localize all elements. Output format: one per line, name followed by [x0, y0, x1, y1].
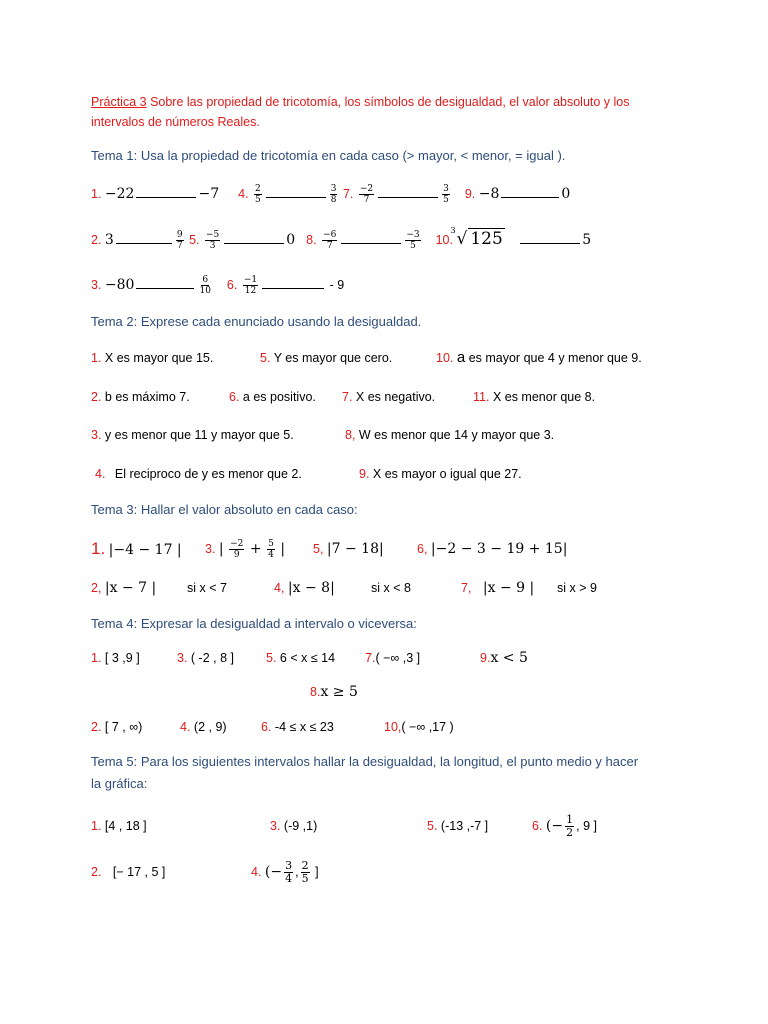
tema2-item8 — [345, 427, 554, 443]
fraction: $\frac{2}{5}$ — [255, 184, 261, 205]
item-number: 9. — [359, 467, 370, 481]
item-number: 5. — [189, 232, 200, 247]
interval: [ 3 ,9 ] — [104, 651, 140, 665]
tema2-row1 — [91, 350, 213, 366]
interval: ( −∞ ,3 ] — [375, 651, 421, 665]
statement: y es menor que 11 y mayor que 5. — [101, 428, 294, 442]
answer-blank[interactable] — [116, 231, 172, 244]
tema3-row2 — [91, 580, 156, 596]
tema3-item4 — [274, 580, 335, 596]
cube-root: 3 √ 125 — [450, 225, 503, 249]
item-number: 3. — [91, 428, 102, 442]
math-expression: 3 — [104, 231, 114, 248]
item-number: 1. — [91, 351, 102, 365]
interval: (2 , 9) — [193, 720, 227, 734]
interval: [4 , 18 ] — [104, 819, 147, 833]
answer-blank[interactable] — [378, 185, 438, 198]
item-number: 5. — [427, 819, 438, 833]
fraction: $\frac{-2}{7}$ — [359, 184, 374, 205]
tema5-heading-line2: la gráfica: — [91, 776, 148, 791]
statement: X es negativo. — [355, 390, 436, 404]
tema5-heading-line1: Tema 5: Para los siguientes intervalos hallar la desigualdad, la longitud, el punto medio y hacer — [91, 754, 639, 769]
fraction: $\frac{2}{5}$ — [301, 859, 309, 886]
item-number: 5. — [266, 651, 277, 665]
item-number: 1. — [91, 186, 102, 201]
math-expression: −22 — [104, 185, 135, 202]
fraction: $\frac{-3}{5}$ — [406, 230, 420, 251]
item-number: 11. — [473, 390, 490, 404]
item-number: 4. — [238, 186, 249, 201]
answer-blank[interactable] — [136, 276, 194, 289]
item-number: 2, — [91, 581, 102, 595]
item-number: 3. — [270, 819, 281, 833]
fraction: $\frac{-6}{7}$ — [323, 230, 337, 251]
item-number: 7. — [342, 186, 354, 201]
interval: ( -2 , 8 ] — [190, 651, 234, 665]
practice-title-line2: intervalos de números Reales. — [91, 115, 260, 129]
fraction: $\frac{3}{8}$ — [330, 184, 337, 205]
tema4-item5 — [266, 650, 335, 666]
interval: (-9 ,1) — [283, 819, 318, 833]
math-expression: |x − 7 | — [104, 580, 157, 596]
tema1-heading: Tema 1: Usa la propiedad de tricotomía en cada caso (> mayor, < menor, = igual ). — [91, 148, 566, 163]
item-number: 7. — [342, 390, 353, 404]
statement: X es mayor que 15. — [104, 351, 214, 365]
interval-open: (− — [545, 818, 564, 834]
item-number: 8, — [345, 428, 356, 442]
tema2-item10 — [436, 350, 642, 366]
item-number: 2. — [91, 232, 102, 247]
math-expression: 0 — [286, 231, 296, 248]
item-number: 6. — [261, 720, 272, 734]
abs-bar: | — [218, 541, 224, 557]
inequality: x ≥ 5 — [320, 684, 358, 700]
tema3-cond2: si x < 7 — [187, 581, 227, 595]
statement: Y es mayor que cero. — [273, 351, 393, 365]
tema2-heading: Tema 2: Exprese cada enunciado usando la desigualdad. — [91, 314, 422, 329]
item-number: 2. — [91, 720, 102, 734]
interval: [− 17 , 5 ] — [112, 865, 166, 879]
fraction: $\frac{9}{7}$ — [176, 230, 183, 251]
interval-open: (− — [264, 864, 283, 880]
tema4-row1 — [91, 650, 140, 666]
item-number: 4. — [95, 467, 106, 481]
item-number: 5, — [313, 542, 324, 556]
item-number: 6. — [532, 819, 543, 833]
item-number: 10. — [435, 232, 453, 247]
answer-blank[interactable] — [266, 185, 326, 198]
fraction: $\frac{-2}{9}$ — [230, 539, 244, 561]
tema4-item3 — [177, 650, 234, 666]
tema4-item10 — [384, 719, 454, 735]
statement: es mayor que 4 y menor que 9. — [465, 351, 642, 365]
inequality: -4 ≤ x ≤ 23 — [274, 720, 334, 734]
math-expression: −80 — [104, 276, 135, 293]
math-expression: −8 — [478, 185, 500, 202]
tema3-heading: Tema 3: Hallar el valor absoluto en cada caso: — [91, 502, 358, 517]
tema4-item7 — [365, 650, 420, 666]
item-number: 6. — [226, 277, 238, 292]
interval: (-13 ,-7 ] — [440, 819, 489, 833]
math-expression: - 9 — [329, 277, 345, 292]
answer-blank[interactable] — [224, 231, 284, 244]
item-number: 4. — [251, 865, 262, 879]
tema2-row4 — [95, 466, 302, 482]
item-number: 8. — [310, 685, 321, 699]
item-number: 3. — [91, 277, 102, 292]
item-number: 4, — [274, 581, 285, 595]
math-expression: |−2 − 3 − 19 + 15| — [430, 541, 568, 557]
item-number: 10, — [384, 720, 402, 734]
inequality: x < 5 — [490, 650, 528, 666]
practice-title-text: Sobre las propiedad de tricotomía, los símbolos de desigualdad, el valor absoluto y los — [146, 95, 630, 109]
math-expression: |−4 − 17 | — [108, 542, 182, 558]
answer-blank[interactable] — [501, 185, 559, 198]
fraction: $\frac{-1}{12}$ — [243, 275, 258, 296]
tema2-item7 — [342, 389, 435, 405]
math-expression: |x − 8| — [287, 580, 335, 596]
item-number: 1. — [91, 819, 102, 833]
math-expression: 5 — [582, 231, 592, 248]
answer-blank[interactable] — [520, 231, 580, 244]
item-number: 9. — [480, 651, 491, 665]
comma: , — [295, 865, 299, 879]
tema2-row2 — [91, 389, 190, 405]
tema2-item11 — [473, 389, 595, 405]
tema2-item5 — [260, 350, 392, 366]
tema5-row2 — [91, 864, 165, 880]
statement: X es mayor o igual que 27. — [372, 467, 522, 481]
tema1-row1 — [91, 184, 570, 205]
variable: a — [456, 349, 466, 366]
tema3-item3 — [205, 538, 285, 560]
tema2-item9 — [359, 466, 522, 482]
tema4-item6 — [261, 719, 334, 735]
item-number: 2. — [91, 390, 102, 404]
item-number: 2. — [91, 865, 102, 879]
tema5-item6 — [532, 812, 597, 840]
tema4-item9 — [480, 650, 528, 666]
item-number: 5. — [260, 351, 271, 365]
fraction: $\frac{-5}{3}$ — [205, 230, 220, 251]
math-expression: 0 — [561, 185, 571, 202]
tema2-item6 — [229, 389, 316, 405]
item-number: 9. — [464, 186, 476, 201]
fraction: $\frac{5}{4}$ — [268, 539, 274, 561]
fraction: $\frac{6}{10}$ — [199, 275, 211, 296]
item-number: 8. — [306, 232, 317, 247]
tema5-item5 — [427, 818, 488, 834]
item-number: 10. — [436, 351, 454, 365]
interval: ( −∞ ,17 ) — [401, 720, 454, 734]
item-number: 1. — [91, 651, 102, 665]
inequality: 6 < x ≤ 14 — [279, 651, 336, 665]
tema3-item7 — [461, 580, 534, 596]
tema3-cond7: si x > 9 — [557, 581, 597, 595]
practice-title-line1 — [91, 94, 630, 110]
math-expression: −7 — [198, 185, 220, 202]
tema3-cond4: si x < 8 — [371, 581, 411, 595]
math-expression: |7 − 18| — [326, 541, 384, 557]
statement: W es menor que 14 y mayor que 3. — [355, 428, 555, 442]
fraction: $\frac{3}{4}$ — [285, 859, 293, 886]
tema3-item5 — [313, 538, 384, 560]
tema3-item6 — [417, 538, 567, 560]
abs-bar: | — [280, 541, 286, 557]
item-number: 3. — [205, 542, 216, 556]
interval-close: , 9 ] — [576, 819, 597, 833]
tema5-item3 — [270, 818, 317, 834]
item-number: 1. — [91, 539, 106, 558]
interval: [ 7 , ∞) — [104, 720, 143, 734]
tema4-item4 — [180, 719, 227, 735]
tema1-row3 — [91, 275, 344, 296]
fraction: $\frac{1}{2}$ — [566, 813, 574, 840]
answer-blank[interactable] — [262, 276, 324, 289]
tema5-item4 — [251, 858, 319, 886]
tema4-heading: Tema 4: Expresar la desigualdad a intervalo o viceversa: — [91, 616, 417, 631]
tema4-item8 — [310, 684, 358, 700]
tema4-row2 — [91, 719, 142, 735]
item-number: 3. — [177, 651, 188, 665]
fraction: $\frac{3}{5}$ — [443, 184, 449, 205]
answer-blank[interactable] — [136, 185, 196, 198]
answer-blank[interactable] — [341, 231, 401, 244]
interval-close: ] — [311, 865, 319, 879]
math-expression: |x − 9 | — [482, 580, 535, 596]
item-number: 6, — [417, 542, 428, 556]
tema2-row3 — [91, 427, 294, 443]
statement: X es menor que 8. — [492, 390, 596, 404]
tema3-row1 — [91, 538, 182, 560]
item-number: 6. — [229, 390, 240, 404]
plus-sign: + — [249, 541, 262, 557]
practice-label: Práctica 3 — [91, 95, 147, 109]
statement: El reciproco de y es menor que 2. — [114, 467, 302, 481]
item-number: 7, — [461, 581, 472, 595]
statement: a es positivo. — [242, 390, 316, 404]
tema5-row1 — [91, 818, 147, 834]
item-number: 4. — [180, 720, 191, 734]
item-number: 7. — [365, 651, 376, 665]
tema1-row2 — [91, 225, 592, 251]
statement: b es máximo 7. — [104, 390, 190, 404]
